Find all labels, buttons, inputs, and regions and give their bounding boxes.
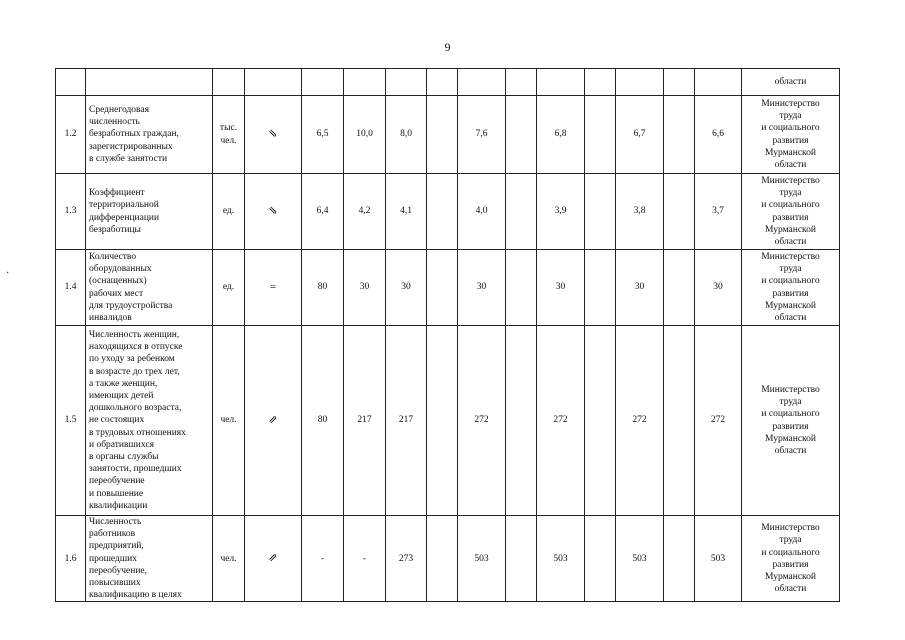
table-row [56,516,840,602]
value-cell: 503 [537,516,585,602]
cell [213,69,245,96]
arrow-down-right-icon: ⇘ [245,174,302,250]
cell [302,69,344,96]
value-cell: - [302,516,344,602]
value-cell: 217 [344,326,386,516]
empty-cell [585,96,616,174]
value-cell: 3,9 [537,174,585,250]
empty-cell [506,326,537,516]
indicator-name: Численность работников предприятий, прошедших переобучение, повысивших квалификацию в целях [86,516,213,602]
value-cell: 273 [386,516,427,602]
value-cell: 272 [616,326,664,516]
empty-cell [427,174,458,250]
empty-cell [506,250,537,326]
empty-cell [585,174,616,250]
responsible-cell: области [742,69,840,96]
indicator-name: Численность женщин, находящихся в отпуске по уходу за ребенком в возрасте до трех лет, а также женщин, имеющих детей дошкольного возраста, не состоящих в трудовых отношениях и обратившихся в органы службы занятости, прошедших переобучение и повышение квалификации [86,326,213,516]
unit-cell: тыс. чел. [213,96,245,174]
value-cell: 30 [537,250,585,326]
table-row [56,96,840,174]
row-number: 1.2 [56,96,86,174]
arrow-up-right-icon: ⇗ [245,516,302,602]
cell [386,69,427,96]
value-cell: 6,4 [302,174,344,250]
empty-cell [664,250,695,326]
value-cell: 272 [537,326,585,516]
indicator-name: Количество оборудованных (оснащенных) рабочих мест для трудоустройства инвалидов [86,250,213,326]
cell [245,69,302,96]
value-cell: 4,2 [344,174,386,250]
value-cell: 30 [616,250,664,326]
value-cell: 503 [695,516,742,602]
table-row [56,250,840,326]
cell [616,69,664,96]
cell [344,69,386,96]
table-row [56,326,840,516]
cell [664,69,695,96]
indicator-name: Коэффициент территориальной дифференциации безработицы [86,174,213,250]
cell [427,69,458,96]
value-cell: 30 [458,250,506,326]
empty-cell [664,516,695,602]
cell [86,69,213,96]
value-cell: 30 [695,250,742,326]
responsible-cell: Министерство труда и социального развития Мурманской области [742,174,840,250]
value-cell: 503 [616,516,664,602]
table-row [56,174,840,250]
cell [695,69,742,96]
empty-cell [664,174,695,250]
responsible-cell: Министерство труда и социального развития Мурманской области [742,516,840,602]
row-number: 1.6 [56,516,86,602]
unit-cell: ед. [213,250,245,326]
empty-cell [585,516,616,602]
value-cell: - [344,516,386,602]
empty-cell [506,96,537,174]
value-cell: 217 [386,326,427,516]
cell [56,69,86,96]
value-cell: 80 [302,250,344,326]
arrow-up-right-icon: ⇗ [245,326,302,516]
responsible-cell: Министерство труда и социального развития Мурманской области [742,326,840,516]
empty-cell [427,250,458,326]
stray-mark: · [6,268,10,279]
empty-cell [585,250,616,326]
value-cell: 8,0 [386,96,427,174]
indicator-name: Среднегодовая численность безработных граждан, зарегистрированных в службе занятости [86,96,213,174]
value-cell: 3,7 [695,174,742,250]
page-number: 9 [444,40,451,54]
value-cell: 3,8 [616,174,664,250]
row-number: 1.5 [56,326,86,516]
value-cell: 6,5 [302,96,344,174]
row-number: 1.4 [56,250,86,326]
value-cell: 272 [458,326,506,516]
value-cell: 30 [344,250,386,326]
unit-cell: ед. [213,174,245,250]
value-cell: 6,7 [616,96,664,174]
cell [506,69,537,96]
empty-cell [506,516,537,602]
equals-icon: = [245,250,302,326]
value-cell: 80 [302,326,344,516]
table-row-continuation [56,69,840,96]
arrow-down-right-icon: ⇘ [245,96,302,174]
value-cell: 7,6 [458,96,506,174]
cell [585,69,616,96]
unit-cell: чел. [213,326,245,516]
empty-cell [427,96,458,174]
value-cell: 272 [695,326,742,516]
value-cell: 503 [458,516,506,602]
value-cell: 6,6 [695,96,742,174]
value-cell: 4,1 [386,174,427,250]
empty-cell [427,326,458,516]
row-number: 1.3 [56,174,86,250]
value-cell: 4,0 [458,174,506,250]
unit-cell: чел. [213,516,245,602]
empty-cell [585,326,616,516]
empty-cell [664,326,695,516]
responsible-cell: Министерство труда и социального развития Мурманской области [742,250,840,326]
cell [537,69,585,96]
empty-cell [506,174,537,250]
value-cell: 6,8 [537,96,585,174]
empty-cell [664,96,695,174]
empty-cell [427,516,458,602]
cell [458,69,506,96]
indicators-table [55,68,840,602]
value-cell: 30 [386,250,427,326]
value-cell: 10,0 [344,96,386,174]
responsible-cell: Министерство труда и социального развития Мурманской области [742,96,840,174]
